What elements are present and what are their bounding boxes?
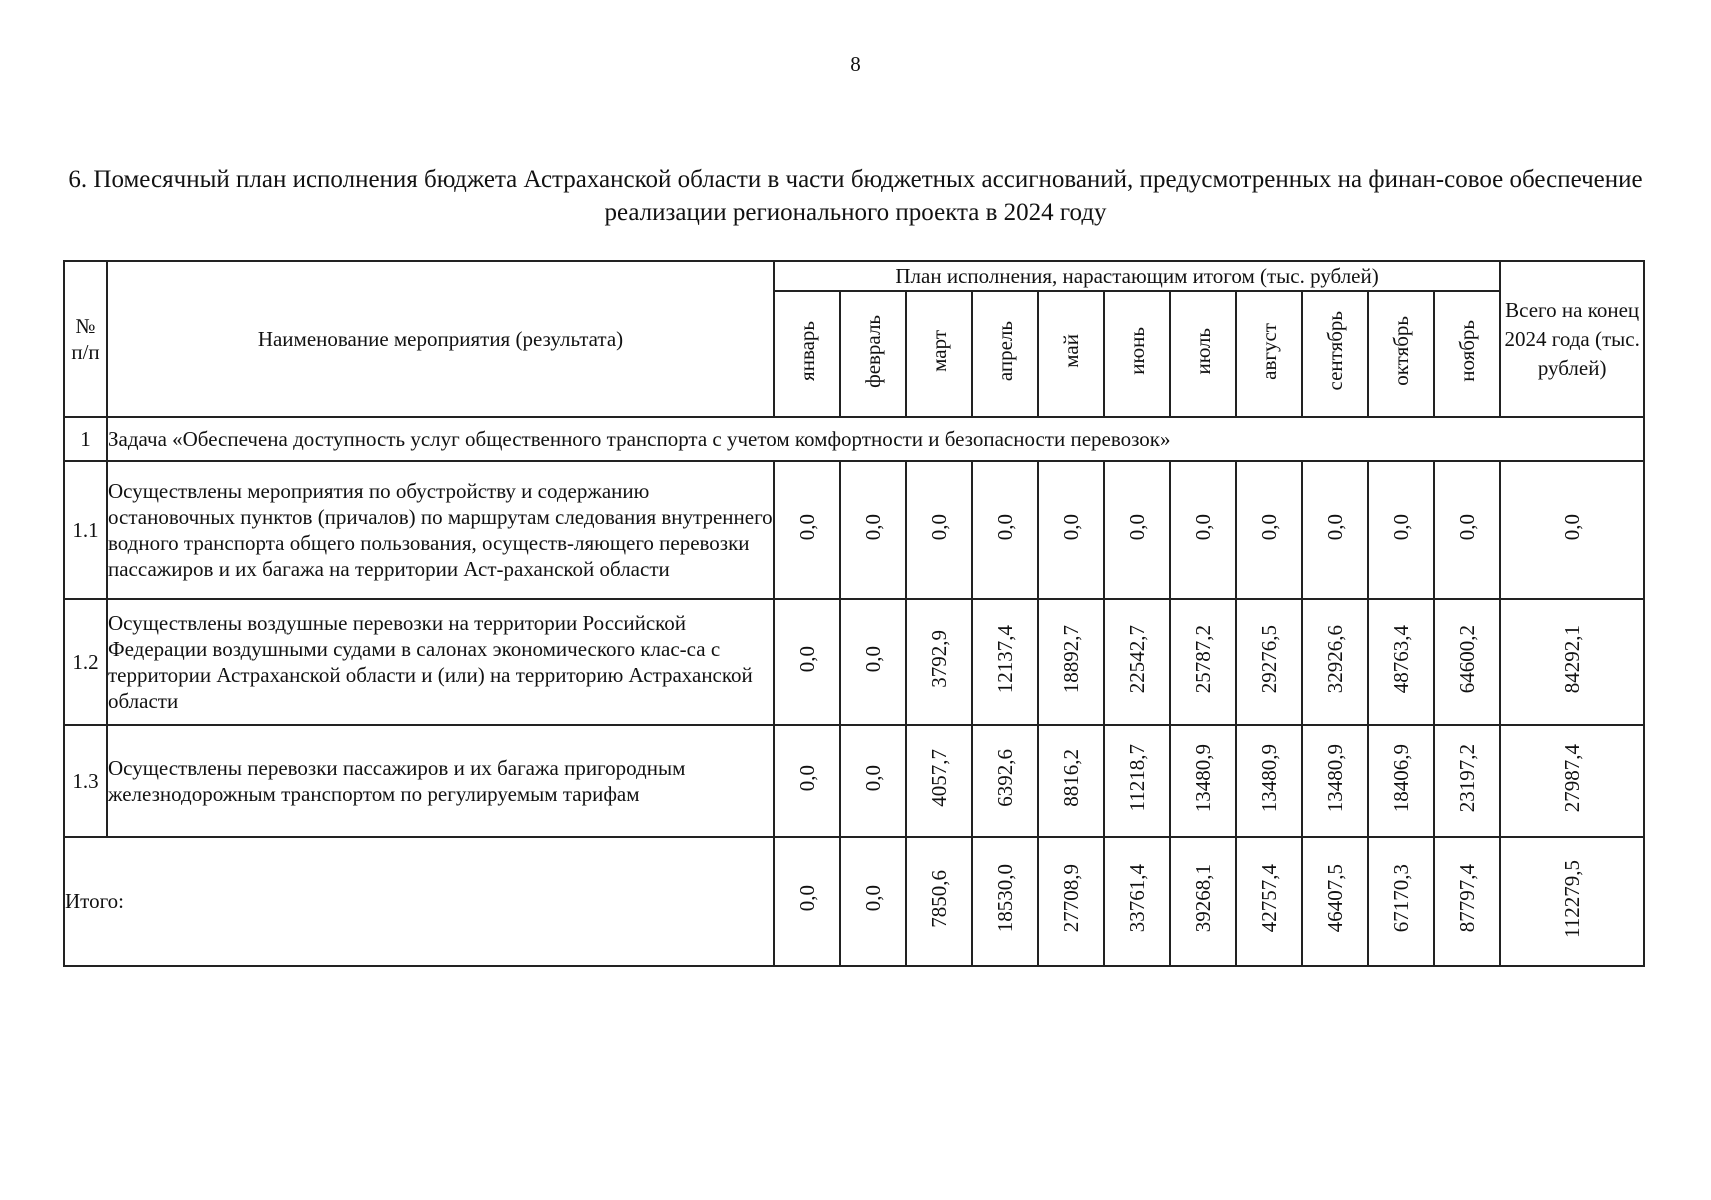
month-value-text: 6392,6 — [992, 749, 1017, 807]
month-total-value — [1104, 837, 1170, 966]
month-value-text: 4057,7 — [926, 749, 951, 807]
month-value-text: 0,0 — [992, 513, 1017, 541]
month-value-text: 64600,2 — [1454, 624, 1479, 694]
month-label: январь — [794, 321, 819, 381]
month-total-value-text: 46407,5 — [1322, 864, 1347, 933]
table-row — [64, 725, 1644, 837]
month-value-text: 8816,2 — [1058, 749, 1083, 807]
month-value-text: 22542,7 — [1124, 624, 1149, 694]
row-number: 1.2 — [64, 599, 107, 725]
column-header-month — [906, 291, 972, 417]
month-value — [1104, 725, 1170, 837]
month-value — [840, 725, 906, 837]
month-total-value-text: 42757,4 — [1256, 864, 1281, 933]
page-number: 8 — [850, 52, 861, 76]
month-total-value-text: 7850,6 — [926, 869, 951, 928]
month-value — [774, 461, 840, 599]
month-total-value-text: 33761,4 — [1124, 864, 1149, 933]
month-value — [1170, 599, 1236, 725]
header-row-1 — [64, 261, 1644, 291]
month-value — [1236, 725, 1302, 837]
month-value — [1302, 599, 1368, 725]
month-value-text: 0,0 — [1190, 513, 1215, 541]
month-value — [906, 461, 972, 599]
month-value-text: 25787,2 — [1190, 624, 1215, 694]
month-value-text: 13480,9 — [1256, 743, 1281, 813]
month-label: июнь — [1124, 327, 1149, 375]
month-value — [840, 599, 906, 725]
month-value — [1170, 461, 1236, 599]
budget-plan-table — [63, 260, 1645, 967]
month-label: июль — [1190, 327, 1215, 375]
month-total-value-text: 39268,1 — [1190, 864, 1215, 933]
table-row — [64, 599, 1644, 725]
column-header-month — [1104, 291, 1170, 417]
month-value — [1038, 725, 1104, 837]
month-value-text: 0,0 — [1388, 513, 1413, 541]
month-value — [1038, 461, 1104, 599]
month-value — [1434, 599, 1500, 725]
column-header-month — [840, 291, 906, 417]
month-total-value-text: 87797,4 — [1454, 864, 1479, 933]
column-header-month — [1434, 291, 1500, 417]
total-value-text: 27987,4 — [1559, 743, 1584, 813]
month-value-text: 0,0 — [1322, 513, 1347, 541]
column-header-month — [1302, 291, 1368, 417]
month-total-value-text: 18530,0 — [992, 864, 1017, 933]
month-value — [972, 599, 1038, 725]
column-header-month — [1038, 291, 1104, 417]
month-total-value — [1368, 837, 1434, 966]
column-header-number: № п/п — [64, 261, 107, 417]
month-total-value — [1302, 837, 1368, 966]
month-value-text: 13480,9 — [1322, 743, 1347, 813]
month-value — [1434, 725, 1500, 837]
activity-name: Осуществлены мероприятия по обустройству и содержанию остановочных пунктов (причалов) по маршрутам следования внутреннего водного транспорта общего пользования, осуществ-ляющего перевозки пассажиров и их багажа на территории Аст-раханской области — [107, 461, 774, 599]
month-value-text: 0,0 — [860, 513, 885, 541]
total-value — [1500, 599, 1644, 725]
activity-name: Осуществлены перевозки пассажиров и их багажа пригородным железнодорожным транспортом по регулируемым тарифам — [107, 725, 774, 837]
month-total-value — [840, 837, 906, 966]
table-row — [64, 461, 1644, 599]
month-value — [1302, 725, 1368, 837]
month-label: март — [926, 330, 951, 372]
month-value-text: 0,0 — [1256, 513, 1281, 541]
month-label: апрель — [992, 320, 1017, 382]
month-value — [774, 599, 840, 725]
month-value — [1434, 461, 1500, 599]
row-number: 1 — [64, 417, 107, 461]
month-value — [972, 461, 1038, 599]
total-label: Итого: — [64, 837, 774, 966]
month-value — [1302, 461, 1368, 599]
row-number: 1.3 — [64, 725, 107, 837]
total-value-text: 84292,1 — [1559, 624, 1584, 694]
month-value-text: 18406,9 — [1388, 743, 1413, 813]
row-number: 1.1 — [64, 461, 107, 599]
month-value-text: 0,0 — [794, 513, 819, 541]
month-value — [1236, 461, 1302, 599]
month-total-value — [1434, 837, 1500, 966]
month-label: октябрь — [1388, 316, 1413, 386]
month-value — [906, 725, 972, 837]
month-value — [1104, 599, 1170, 725]
month-total-value — [906, 837, 972, 966]
grand-total-value — [1500, 837, 1644, 966]
month-label: май — [1058, 334, 1083, 368]
month-value — [1236, 599, 1302, 725]
month-value-text: 12137,4 — [992, 624, 1017, 694]
month-value-text: 13480,9 — [1190, 743, 1215, 813]
month-value-text: 0,0 — [1124, 513, 1149, 541]
column-header-month — [972, 291, 1038, 417]
month-value-text: 0,0 — [860, 764, 885, 792]
month-total-value — [1170, 837, 1236, 966]
column-header-total: Всего на конец 2024 года (тыс. рублей) — [1500, 261, 1644, 417]
table-body — [64, 417, 1644, 966]
month-label: февраль — [860, 314, 885, 388]
task-row — [64, 417, 1644, 461]
total-value-text: 0,0 — [1559, 513, 1584, 541]
month-value-text: 0,0 — [1058, 513, 1083, 541]
month-value — [906, 599, 972, 725]
month-total-value — [1038, 837, 1104, 966]
month-value-text: 3792,9 — [926, 630, 951, 688]
month-value — [1368, 599, 1434, 725]
task-description: Задача «Обеспечена доступность услуг общественного транспорта с учетом комфортности и безопасности перевозок» — [107, 417, 1644, 461]
month-label: сентябрь — [1322, 311, 1347, 391]
total-row — [64, 837, 1644, 966]
month-label: август — [1256, 322, 1281, 380]
column-header-month — [1236, 291, 1302, 417]
month-value-text: 0,0 — [794, 645, 819, 673]
month-value-text: 0,0 — [1454, 513, 1479, 541]
month-value — [1170, 725, 1236, 837]
month-value — [1104, 461, 1170, 599]
month-value-text: 0,0 — [794, 764, 819, 792]
total-value — [1500, 461, 1644, 599]
month-total-value — [1236, 837, 1302, 966]
month-value — [972, 725, 1038, 837]
month-value-text: 18892,7 — [1058, 624, 1083, 694]
total-value — [1500, 725, 1644, 837]
month-value — [1368, 461, 1434, 599]
month-value — [840, 461, 906, 599]
grand-total-value-text: 112279,5 — [1559, 859, 1584, 938]
column-header-month — [774, 291, 840, 417]
month-total-value-text: 0,0 — [860, 885, 885, 912]
month-total-value-text: 67170,3 — [1388, 864, 1413, 933]
column-header-month — [1170, 291, 1236, 417]
page-title: 6. Помесячный план исполнения бюджета Астраханской области в части бюджетных ассигнований, предусмотренных на финан-совое обеспечение реализации регионального проекта в 2024 году — [68, 166, 1643, 226]
month-value-text: 23197,2 — [1454, 743, 1479, 813]
month-value-text: 32926,6 — [1322, 624, 1347, 694]
column-header-plan: План исполнения, нарастающим итогом (тыс. рублей) — [774, 261, 1500, 291]
month-total-value-text: 0,0 — [794, 885, 819, 912]
month-value — [1038, 599, 1104, 725]
month-label: ноябрь — [1454, 320, 1479, 382]
column-header-name: Наименование мероприятия (результата) — [107, 261, 774, 417]
month-value-text: 48763,4 — [1388, 624, 1413, 694]
month-total-value — [972, 837, 1038, 966]
month-total-value — [774, 837, 840, 966]
month-value-text: 0,0 — [926, 513, 951, 541]
month-value — [1368, 725, 1434, 837]
month-value-text: 11218,7 — [1124, 744, 1149, 812]
month-value — [774, 725, 840, 837]
month-value-text: 29276,5 — [1256, 624, 1281, 694]
month-value-text: 0,0 — [860, 645, 885, 673]
column-header-month — [1368, 291, 1434, 417]
month-total-value-text: 27708,9 — [1058, 864, 1083, 933]
activity-name: Осуществлены воздушные перевозки на территории Российской Федерации воздушными судами в салонах экономического клас-са с территории Астраханской области и (или) на территорию Астраханской области — [107, 599, 774, 725]
